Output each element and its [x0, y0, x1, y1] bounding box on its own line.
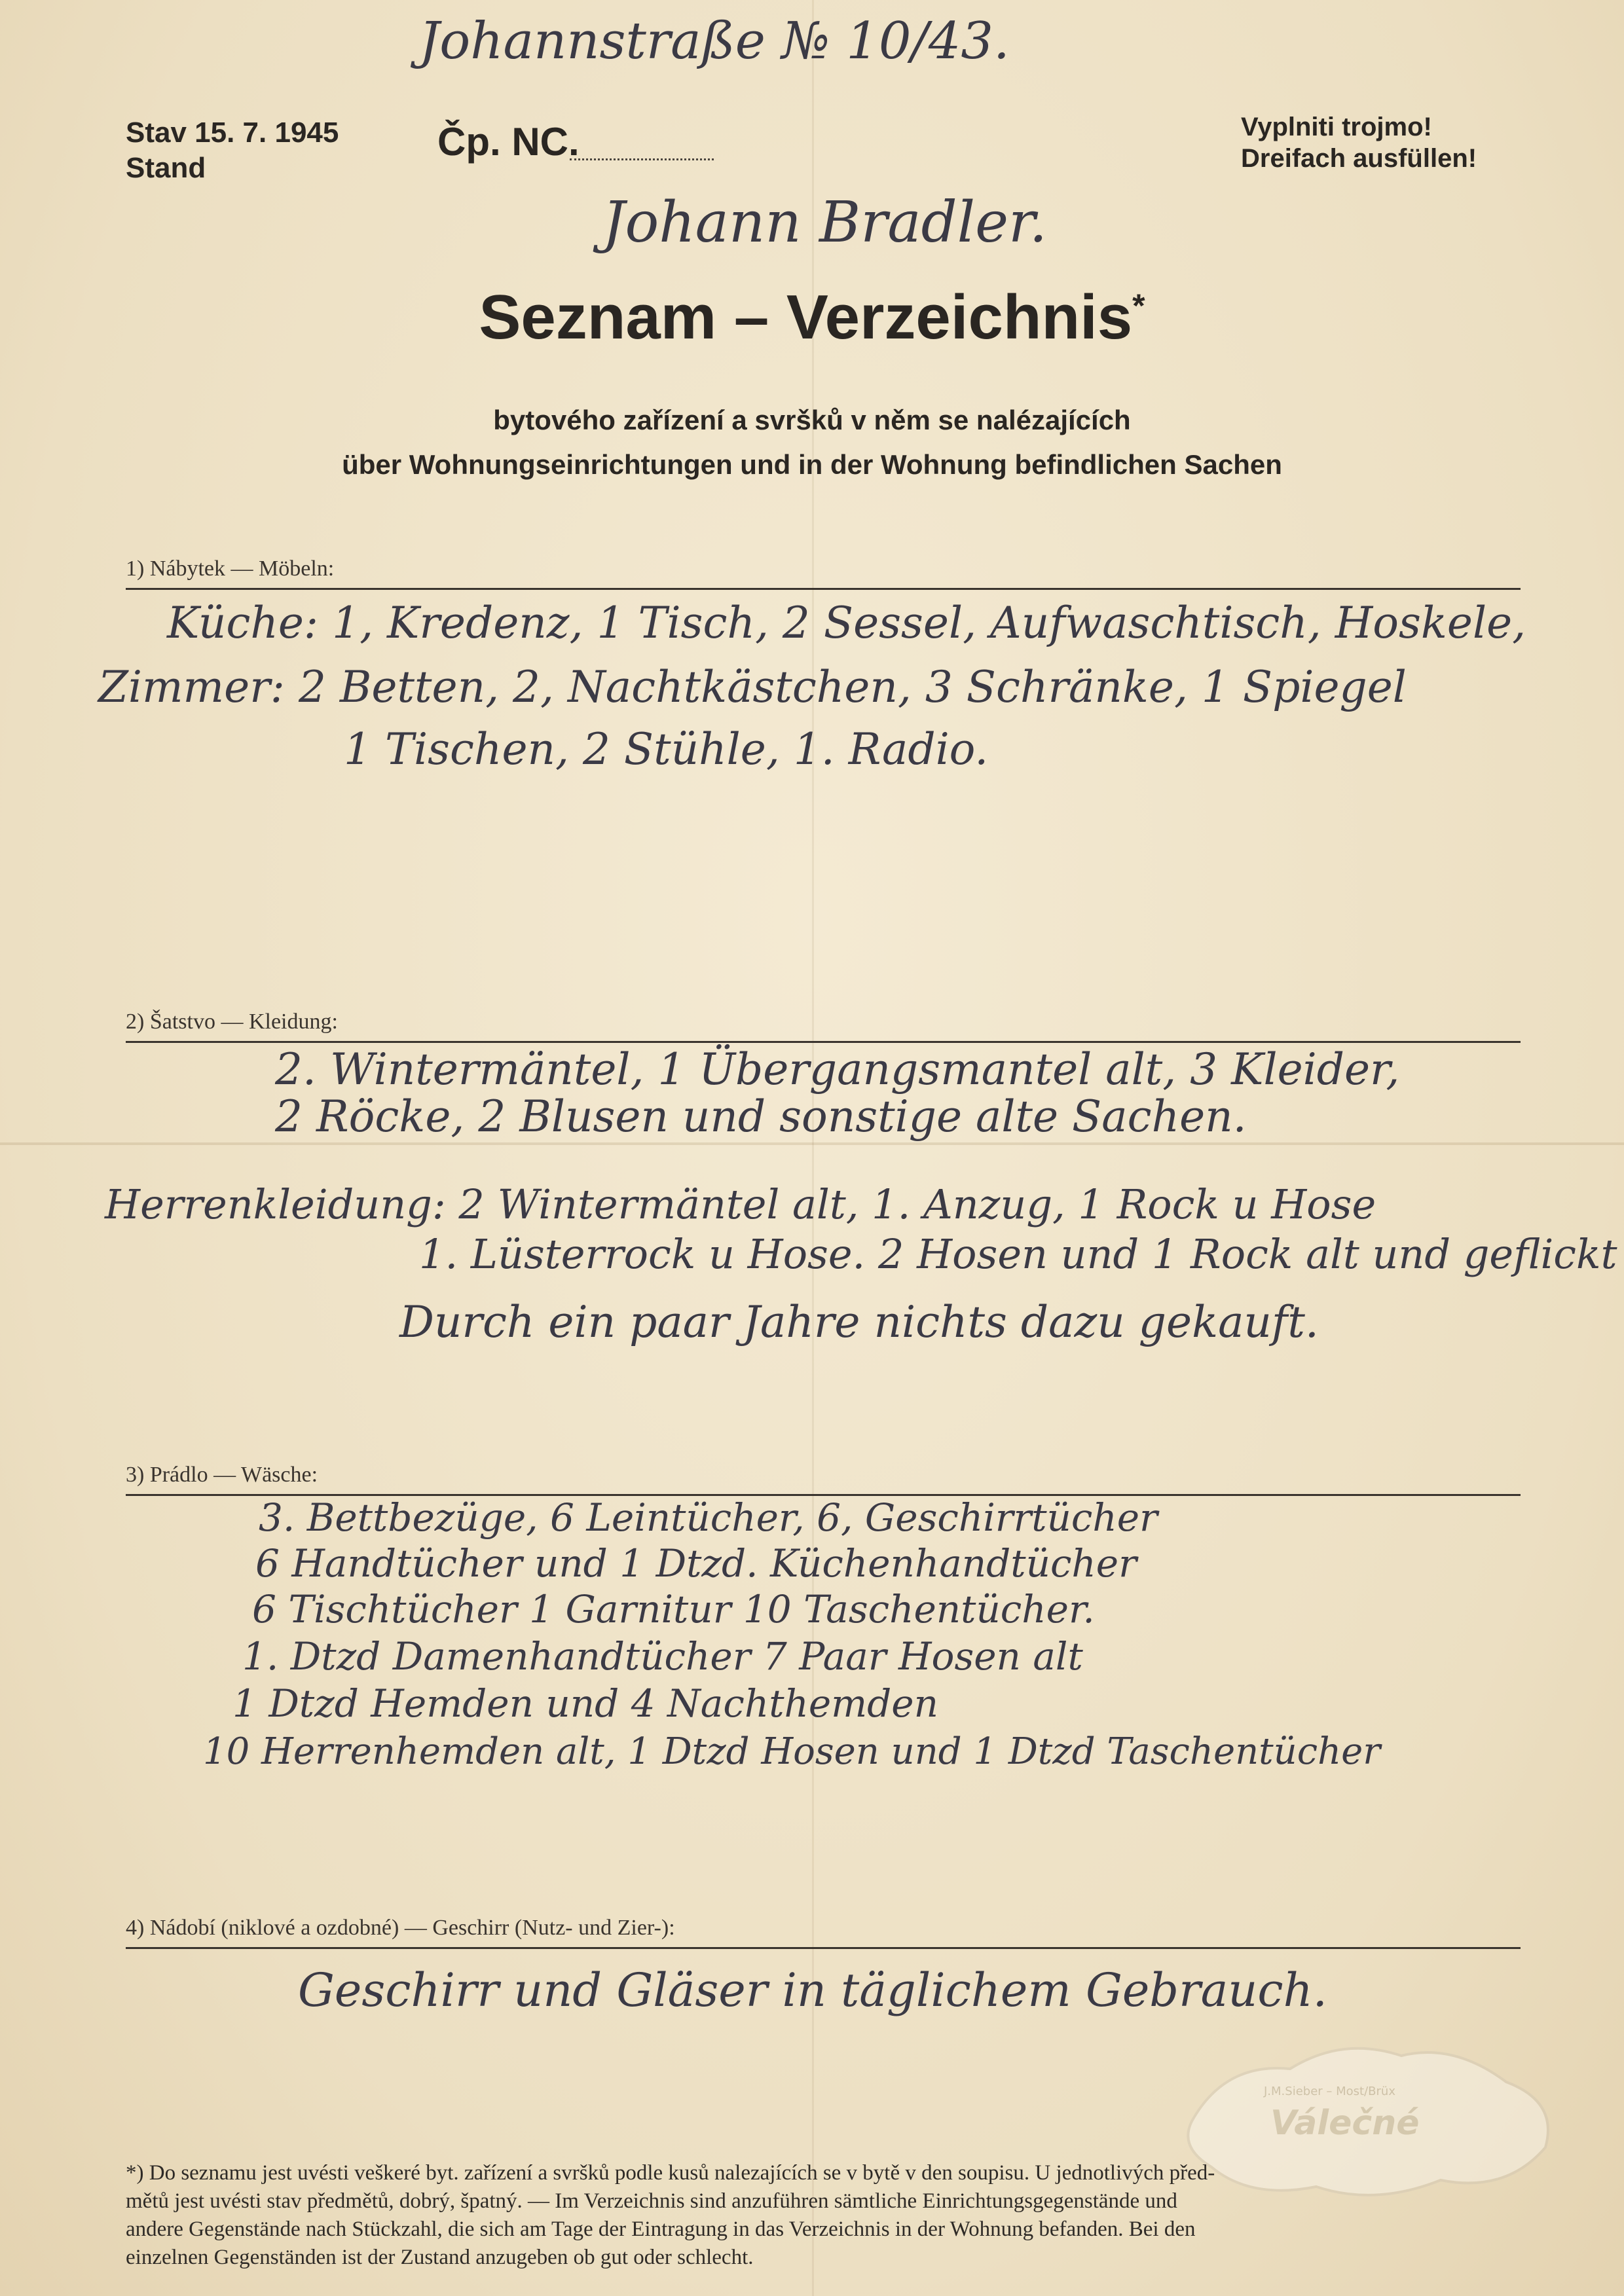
cp-dotted-line — [570, 158, 714, 160]
section-2-label: 2) Šatstvo — Kleidung: — [126, 1010, 338, 1034]
section-3-entry: 1. Dtzd Damenhandtücher 7 Paar Hosen alt — [242, 1634, 1083, 1679]
section-3-label: 3) Prádlo — Wäsche: — [126, 1463, 318, 1487]
section-2-rule — [126, 1041, 1521, 1043]
handwritten-name: Johann Bradler. — [602, 190, 1048, 255]
subtitle-czech: bytového zařízení a svršků v něm se nalézajících — [493, 405, 1131, 435]
section-1-rule — [126, 588, 1521, 590]
section-2-entry: Herrenkleidung: 2 Wintermäntel alt, 1. Anzug, 1 Rock u Hose — [105, 1180, 1376, 1228]
svg-text:J.M.Sieber – Most/Brüx: J.M.Sieber – Most/Brüx — [1264, 2085, 1395, 2098]
section-1-entry: 1 Tischen, 2 Stühle, 1. Radio. — [344, 724, 989, 774]
title-asterisk: * — [1132, 287, 1145, 324]
section-3-entry: 6 Handtücher und 1 Dtzd. Küchenhandtücher — [255, 1541, 1137, 1586]
section-3-entry: 6 Tischtücher 1 Garnitur 10 Taschentücher. — [252, 1587, 1095, 1631]
section-2-entry: 2 Röcke, 2 Blusen und sonstige alte Sachen. — [275, 1091, 1247, 1142]
document-title-text: Seznam – Verzeichnis — [479, 282, 1133, 352]
section-3-entry: 1 Dtzd Hemden und 4 Nachthemden — [232, 1681, 938, 1726]
section-1-entry: Küche: 1, Kredenz, 1 Tisch, 2 Sessel, Aufwaschtisch, Hoskele, — [167, 598, 1526, 648]
section-4-label: 4) Nádobí (niklové a ozdobné) — Geschirr (Nutz- und Zier-): — [126, 1916, 675, 1940]
subtitle-german: über Wohnungseinrichtungen und in der Wohnung befindlichen Sachen — [342, 449, 1282, 480]
section-3-entry: 10 Herrenhemden alt, 1 Dtzd Hosen und 1 Dtzd Taschentücher — [203, 1730, 1381, 1773]
footnote — [126, 2159, 1521, 2272]
footnote-line: einzelnen Gegenständen ist der Zustand anzugeben ob gut oder schlecht. — [126, 2246, 754, 2269]
document-title — [0, 282, 1624, 354]
fill-instruction-de: Dreifach ausfüllen! — [1241, 144, 1477, 173]
section-2-entry: 2. Wintermäntel, 1 Übergangsmantel alt, 3 Kleider, — [275, 1044, 1400, 1095]
section-3-entry: 3. Bettbezüge, 6 Leintücher, 6, Geschirrtücher — [259, 1495, 1158, 1540]
cp-number: Čp. NC. — [437, 120, 580, 164]
section-2-entry: Durch ein paar Jahre nichts dazu gekauft. — [399, 1297, 1319, 1347]
section-1-entry: Zimmer: 2 Betten, 2, Nachtkästchen, 3 Schränke, 1 Spiegel — [98, 662, 1407, 712]
fill-instruction-cz: Vyplniti trojmo! — [1241, 113, 1432, 141]
stand-label: Stand — [126, 152, 206, 184]
section-4-rule — [126, 1947, 1521, 1949]
footnote-line: mětů jest uvésti stav předmětů, dobrý, špatný. — Im Verzeichnis sind anzuführen sämtliche Einrichtungsgegenstände und — [126, 2189, 1177, 2213]
section-4-entry: Geschirr und Gläser in täglichem Gebrauch. — [298, 1963, 1327, 2017]
footnote-line: *) Do seznamu jest uvésti veškeré byt. zařízení a svršků podle kusů nalezajících se v bytě v den soupisu. U jednotlivých před- — [126, 2161, 1215, 2185]
section-1-label: 1) Nábytek — Möbeln: — [126, 556, 335, 581]
handwritten-address: Johannstraße № 10/43. — [419, 12, 1010, 71]
section-2-entry: 1. Lüsterrock u Hose. 2 Hosen und 1 Rock alt und geflickt — [419, 1230, 1617, 1278]
svg-text:Válečné: Válečné — [1270, 2104, 1420, 2143]
footnote-line: andere Gegenstände nach Stückzahl, die sich am Tage der Eintragung in das Verzeichnis in der Wohnung befanden. Bei den — [126, 2217, 1196, 2241]
stav-date: Stav 15. 7. 1945 — [126, 117, 339, 149]
